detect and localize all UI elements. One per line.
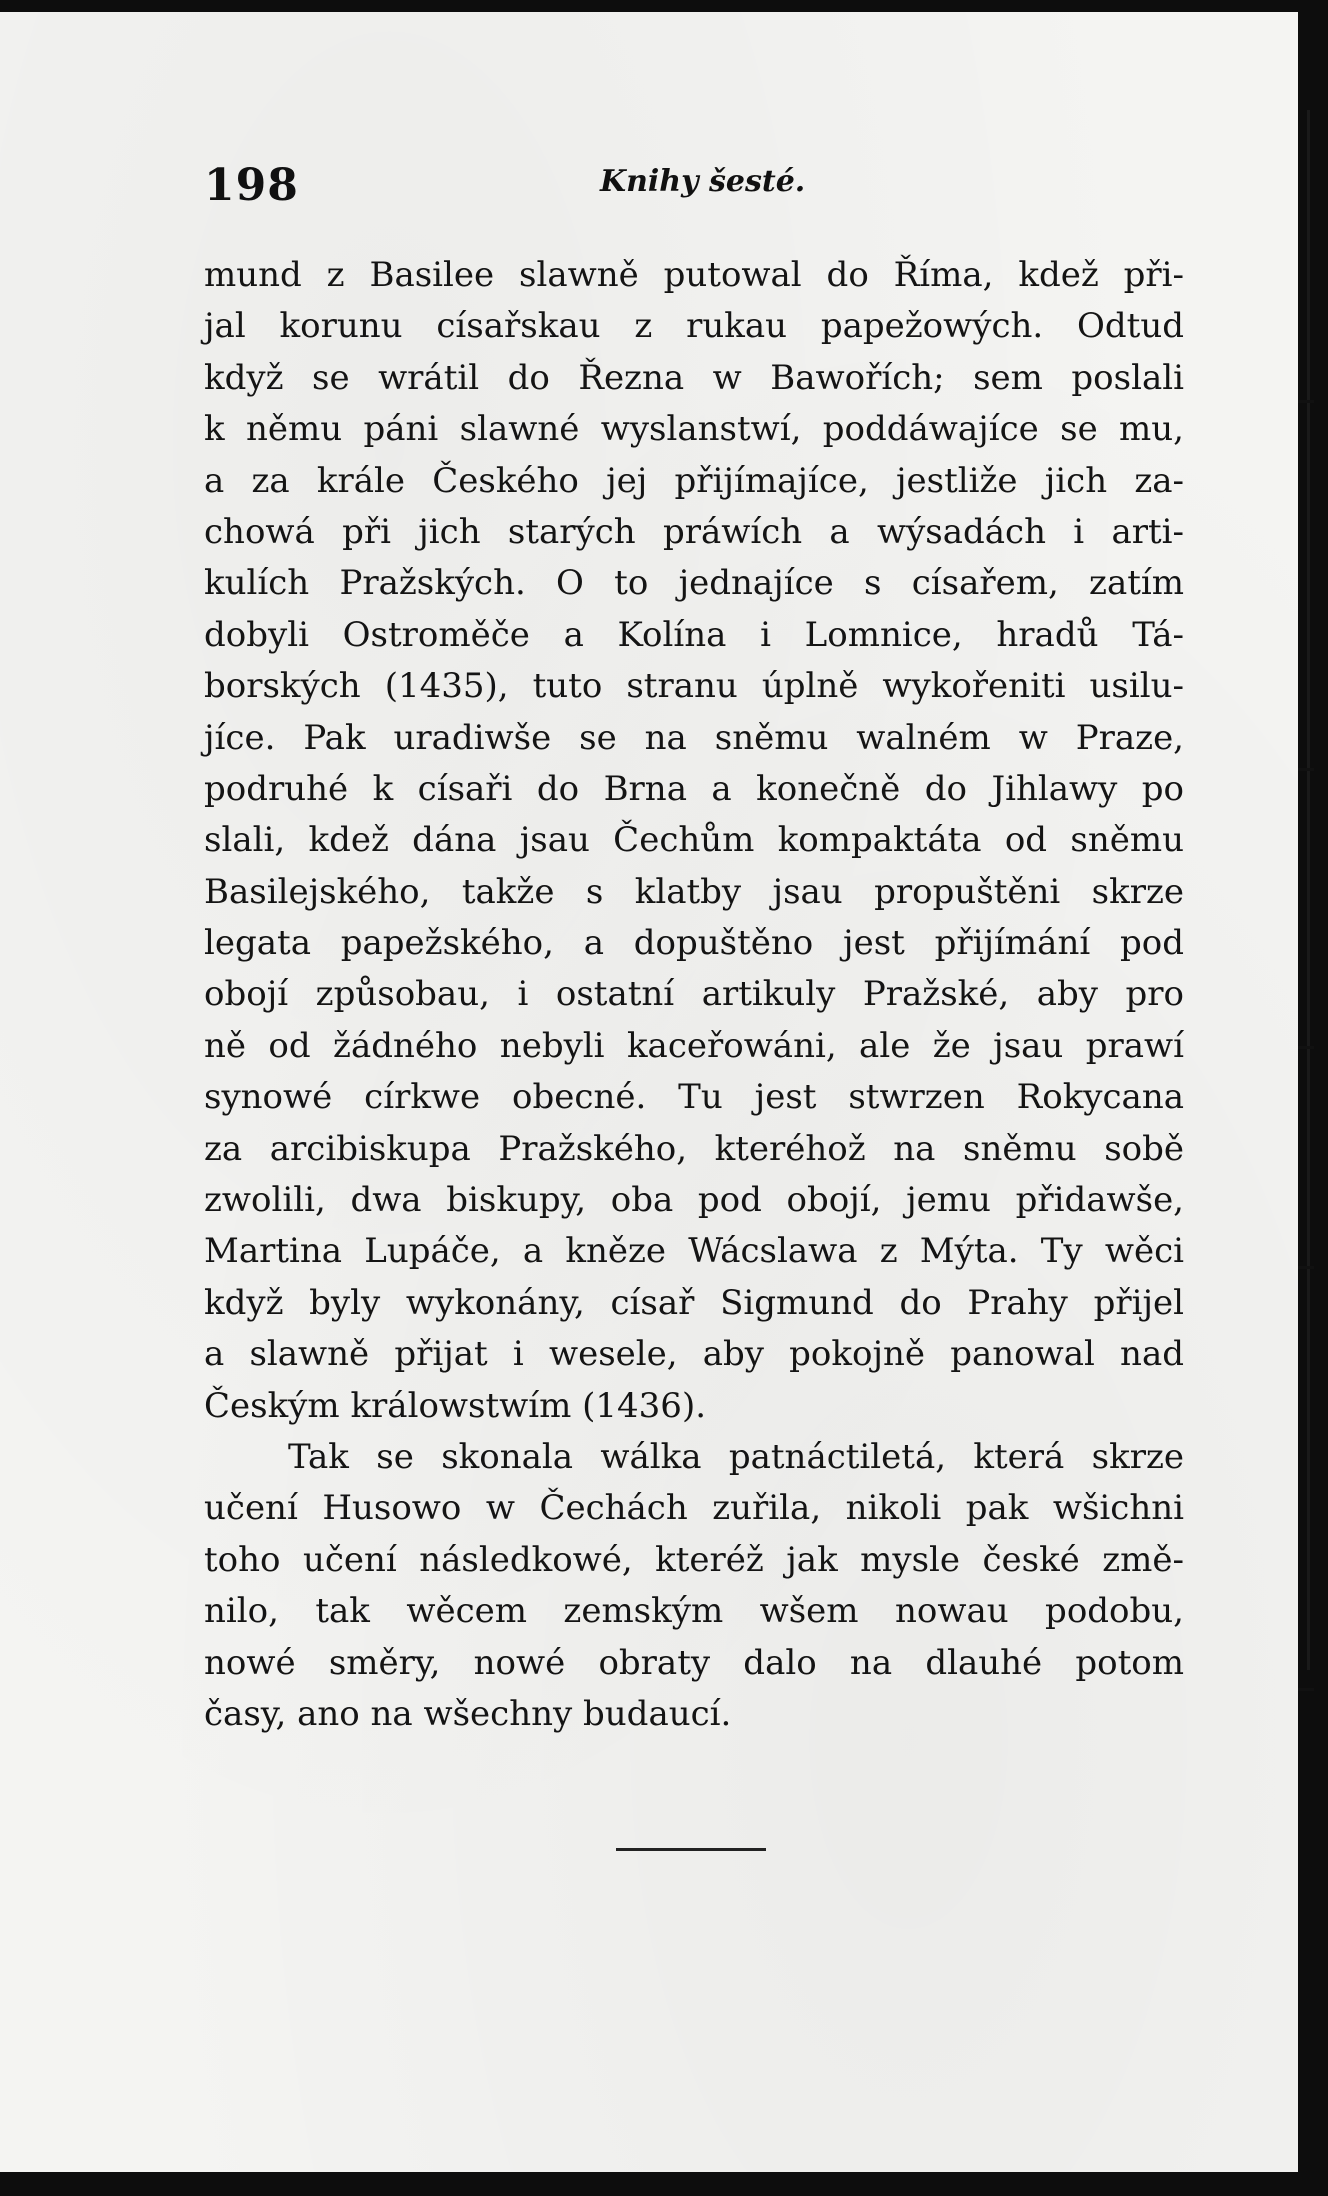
text-line: dobyli Ostroměče a Kolína i Lomnice, hradů Tá- [204,614,1184,655]
text-line: a za krále Českého jej přijímajíce, jestliže jich za- [204,460,1184,501]
end-rule-divider [616,1848,766,1851]
text-line: obojí způsobau, i ostatní artikuly Pražské, aby pro [204,974,1184,1015]
text-line: Martina Lupáče, a kněze Wácslawa z Mýta. Ty wěci [204,1231,1184,1272]
text-line: mund z Basilee slawně putowal do Říma, kdež při- [204,255,1184,295]
text-line: za arcibiskupa Pražského, kteréhož na sněmu sobě [204,1128,1184,1169]
page-fold-shadow [1307,110,1310,1670]
text-line: když se wrátil do Řezna w Bawořích; sem poslali [204,357,1184,398]
edge-mark [1298,1688,1314,1691]
edge-mark [1298,768,1314,771]
text-line: toho učení následkowé, kteréž jak mysle české změ- [204,1539,1184,1580]
text-line: kulích Pražských. O to jednajíce s císařem, zatím [204,563,1184,604]
text-line: zwolili, dwa biskupy, oba pod obojí, jemu přidawše, [204,1180,1184,1221]
text-line: a slawně přijat i wesele, aby pokojně panowal nad [204,1334,1184,1375]
running-head [204,154,1200,214]
body-text [204,250,1184,1740]
text-line: když byly wykonány, císař Sigmund do Prahy přijel [204,1282,1184,1323]
scan-border [1298,0,1328,2196]
text-line: Basilejského, takže s klatby jsau propuštěni skrze [204,871,1184,912]
text-line: slali, kdež dána jsau Čechům kompaktáta od sněmu [204,820,1184,861]
text-line: ně od žádného nebyli kaceřowáni, ale že jsau prawí [204,1025,1184,1066]
page-number: 198 [204,160,299,211]
text-line: časy, ano na wšechny budaucí. [204,1693,732,1734]
text-line: synowé církwe obecné. Tu jest stwrzen Rokycana [204,1077,1184,1118]
text-line: chowá při jich starých práwích a wýsadách i arti- [204,511,1184,552]
book-page [0,12,1298,2172]
text-line: podruhé k císaři do Brna a konečně do Jihlawy po [204,768,1184,809]
text-line: nilo, tak wěcem zemským wšem nowau podobu, [204,1591,1184,1632]
edge-mark [1298,400,1314,403]
edge-mark [1298,1046,1314,1049]
text-line: nowé směry, nowé obraty dalo na dlauhé potom [204,1642,1184,1683]
running-title: Knihy šesté. [600,164,806,199]
text-line: jíce. Pak uradiwše se na sněmu walném w Praze, [204,717,1184,758]
text-line: Českým králowstwím (1436). [204,1385,707,1426]
text-line: legata papežského, a dopuštěno jest přijímání pod [204,923,1184,964]
text-line: borských (1435), tuto stranu úplně wykořeniti usilu- [204,666,1184,707]
edge-mark [1298,1266,1314,1269]
text-line: k němu páni slawné wyslanstwí, poddáwajíce se mu, [204,409,1184,450]
paragraph-2 [204,1432,1184,1740]
text-line: učení Husowo w Čechách zuřila, nikoli pak wšichni [204,1488,1184,1529]
text-line: jal korunu císařskau z rukau papežowých. Odtud [204,306,1184,347]
paragraph-1 [204,250,1184,1432]
text-line: Tak se skonala wálka patnáctiletá, která skrze [288,1436,1184,1477]
